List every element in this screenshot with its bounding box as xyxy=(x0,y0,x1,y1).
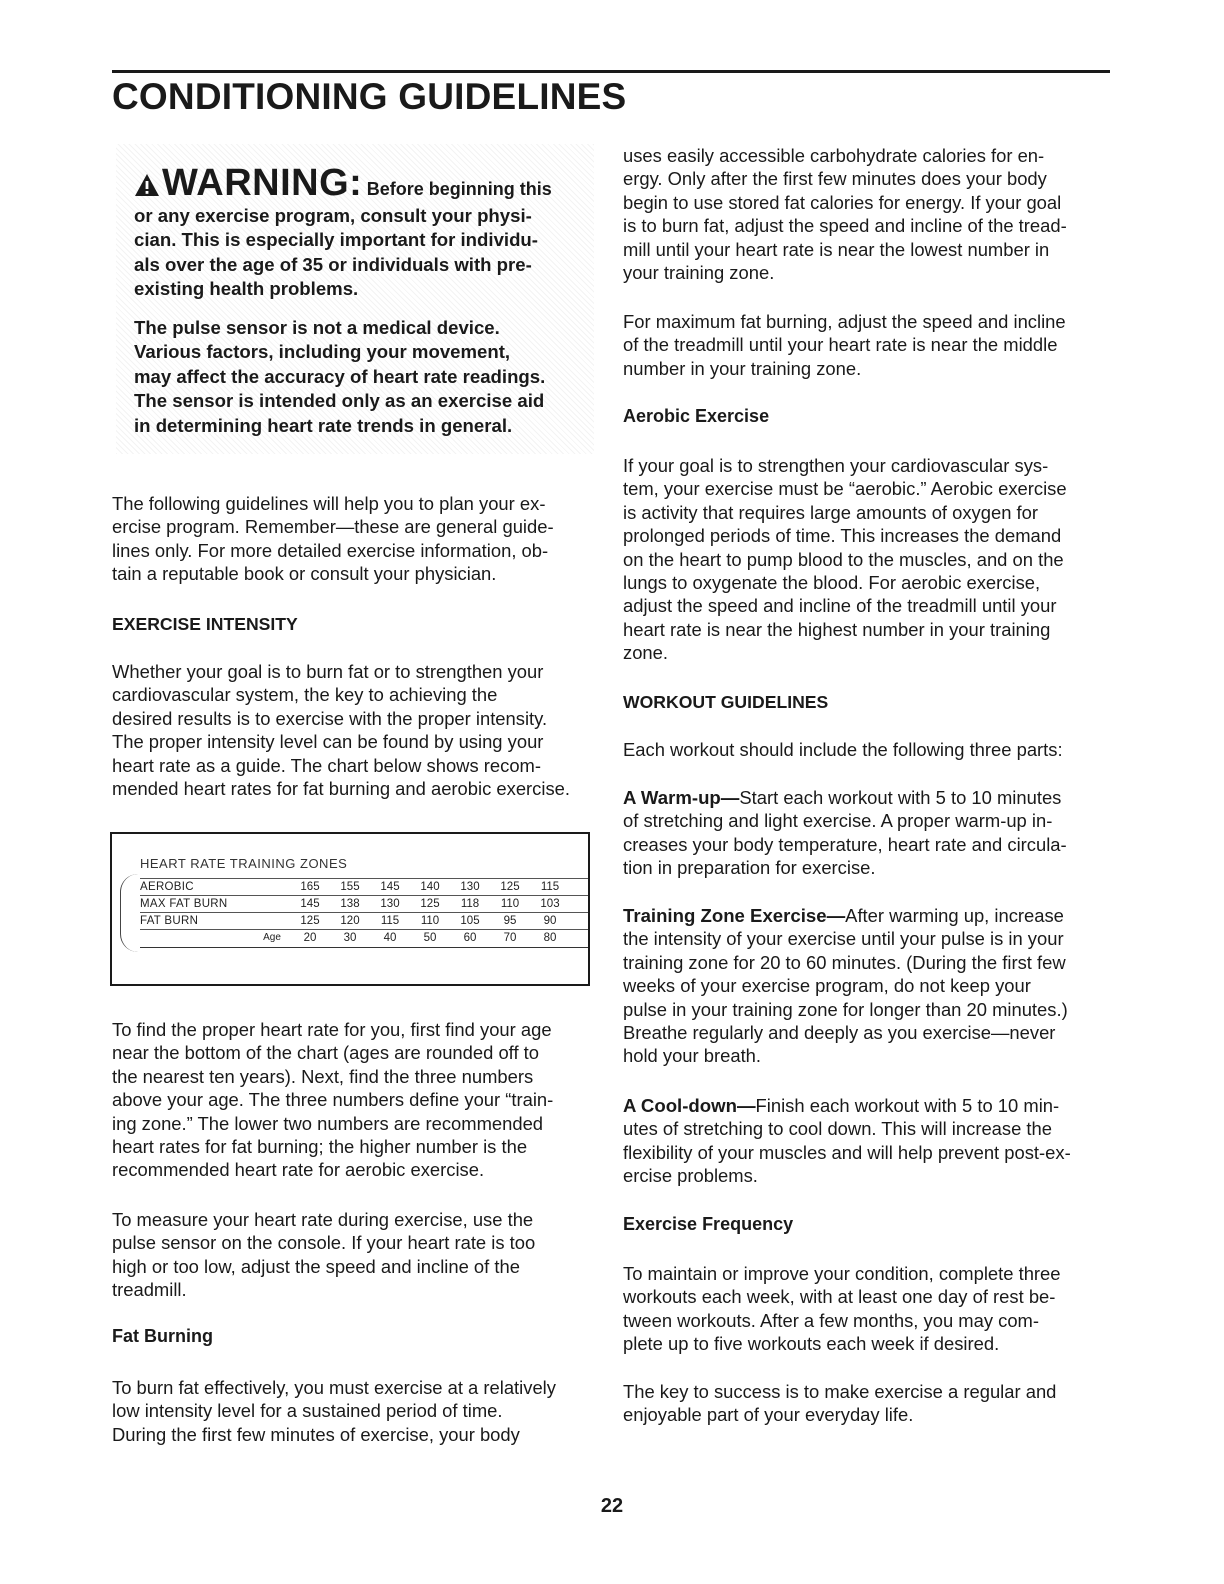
chart-row-label: MAX FAT BURN xyxy=(140,898,228,910)
chart-row-max-fat-burn xyxy=(140,895,588,912)
chart-row-aerobic xyxy=(140,878,588,895)
chart-cell: 95 xyxy=(503,915,517,927)
warning-triangle-icon xyxy=(134,173,160,202)
exercise-intensity-heading: EXERCISE INTENSITY xyxy=(112,614,298,634)
chart-age-tick: 60 xyxy=(463,932,477,944)
warning-line: may affect the accuracy of heart rate readings. xyxy=(134,365,546,387)
warning-line: als over the age of 35 or individuals with pre- xyxy=(134,253,532,275)
chart-age-tick: 50 xyxy=(423,932,437,944)
chart-title: HEART RATE TRAINING ZONES xyxy=(140,856,348,871)
cooldown-paragraph: A Cool-down—Finish each workout with 5 to 10 min- utes of stretching to cool down. This will increase the flexibility of your muscles and will help prevent post-ex- ercise problems. xyxy=(623,1095,1071,1187)
heart-rate-chart xyxy=(110,832,590,986)
chart-cell: 105 xyxy=(460,915,480,927)
chart-cell: 103 xyxy=(540,898,560,910)
key-to-success-paragraph: The key to success is to make exercise a regular and enjoyable part of your everyday life. xyxy=(623,1381,1057,1426)
warning-line: The sensor is intended only as an exercise aid xyxy=(134,390,545,412)
chart-age-tick: 80 xyxy=(543,932,557,944)
chart-age-row xyxy=(140,929,588,946)
workout-intro: Each workout should include the following three parts: xyxy=(623,739,1063,760)
frequency-paragraph: To maintain or improve your condition, complete three workouts each week, with at least one day of rest be- tween workouts. After a few months, you may com- plete up to five workouts each week if desired. xyxy=(623,1263,1061,1355)
chart-cell: 145 xyxy=(380,881,400,893)
measure-rate-paragraph: To measure your heart rate during exercise, use the pulse sensor on the console. If your heart rate is too high or too low, adjust the speed and incline of the treadmill. xyxy=(112,1209,536,1301)
warning-box xyxy=(116,144,594,454)
aerobic-heading: Aerobic Exercise xyxy=(623,406,770,426)
chart-cell: 140 xyxy=(420,881,440,893)
warning-line: in determining heart rate trends in general. xyxy=(134,414,513,436)
warning-heading xyxy=(134,162,552,205)
chart-row-label: AEROBIC xyxy=(140,881,194,893)
warning-line: Various factors, including your movement, xyxy=(134,341,511,363)
page-title: CONDITIONING GUIDELINES xyxy=(112,76,627,117)
chart-row-fat-burn xyxy=(140,912,588,929)
max-fat-paragraph: For maximum fat burning, adjust the speed and incline of the treadmill until your heart rate is near the middle number in your training zone. xyxy=(623,311,1066,379)
warmup-paragraph: A Warm-up—Start each workout with 5 to 10 minutes of stretching and light exercise. A proper warm-up in- creases your body temperature, heart rate and circula- tion in preparation for exercise. xyxy=(623,787,1067,879)
chart-cell: 115 xyxy=(540,881,560,893)
chart-cell: 115 xyxy=(380,915,400,927)
chart-cell: 125 xyxy=(300,915,320,927)
find-rate-paragraph: To find the proper heart rate for you, first find your age near the bottom of the chart (ages are rounded off to the nearest ten years). Next, find the three numbers above your age. The three numbers define your “train- ing zone.” The lower two numbers are recommended heart rates for fat burning; the higher number is the recommended heart rate for aerobic exercise. xyxy=(112,1019,554,1181)
chart-cell: 120 xyxy=(340,915,360,927)
aerobic-paragraph: If your goal is to strengthen your cardiovascular sys- tem, your exercise must be “aerobic.” Aerobic exercise is activity that requires large amounts of oxygen for prolonged periods of time. This increases the demand on the heart to pump blood to the muscles, and on the lungs to oxygenate the blood. For aerobic exercise, adjust the speed and incline of the treadmill until your heart rate is near the highest number in your training zone. xyxy=(623,455,1067,664)
warning-line: or any exercise program, consult your physi- xyxy=(134,205,532,226)
chart-cell: 130 xyxy=(460,881,480,893)
chart-cell: 110 xyxy=(420,915,440,927)
chart-cell: 155 xyxy=(340,881,360,893)
chart-row-label: FAT BURN xyxy=(140,915,199,927)
warning-line: The pulse sensor is not a medical device. xyxy=(134,317,500,338)
chart-cell: 138 xyxy=(340,898,360,910)
warning-paragraph-2 xyxy=(134,316,574,438)
chart-cell: 130 xyxy=(380,898,400,910)
workout-guidelines-heading: WORKOUT GUIDELINES xyxy=(623,692,829,712)
chart-cell: 110 xyxy=(500,898,520,910)
chart-age-line xyxy=(140,947,588,948)
page-number: 22 xyxy=(600,1495,624,1517)
training-zone-paragraph: Training Zone Exercise—After warming up, increase the intensity of your exercise until your pulse is in your training zone for 20 to 60 minutes. (During the first few weeks of your exercise program, do not keep your pulse in your training zone for longer than 20 minutes.) Breathe regularly and deeply as you exercise—never hold your breath. xyxy=(623,905,1068,1067)
intro-paragraph: The following guidelines will help you to plan your ex- ercise program. Remember—these are general guide- lines only. For more detailed exercise information, ob- tain a reputable book or consult your physician. xyxy=(112,493,554,585)
chart-age-tick: 40 xyxy=(383,932,397,944)
fat-burning-continued: uses easily accessible carbohydrate calories for en- ergy. Only after the first few minutes does your body begin to use stored fat calories for energy. If your goal is to burn fat, adjust the speed and incline of the tread- mill until your heart rate is near the lowest number in your training zone. xyxy=(623,145,1067,284)
chart-cell: 125 xyxy=(500,881,520,893)
fat-burning-paragraph: To burn fat effectively, you must exercise at a relatively low intensity level for a sustained period of time. During the first few minutes of exercise, your body xyxy=(112,1377,556,1445)
chart-cell: 118 xyxy=(460,898,480,910)
chart-age-tick: 70 xyxy=(503,932,517,944)
warning-line: existing health problems. xyxy=(134,278,359,300)
chart-cell: 165 xyxy=(300,881,320,893)
intensity-paragraph: Whether your goal is to burn fat or to strengthen your cardiovascular system, the key to achieving the desired results is to exercise with the proper intensity. The proper intensity level can be found by using your heart rate as a guide. The chart below shows recom- mended heart rates for fat burning and aerobic exercise. xyxy=(112,661,570,800)
exercise-frequency-heading: Exercise Frequency xyxy=(623,1214,794,1234)
warning-lead: Before beginning this xyxy=(366,179,552,199)
chart-age-label: Age xyxy=(263,932,281,943)
fat-burning-heading: Fat Burning xyxy=(112,1326,213,1346)
chart-cell: 145 xyxy=(300,898,320,910)
title-rule xyxy=(112,70,1110,73)
warning-line: cian. This is especially important for individu- xyxy=(134,229,538,251)
warning-word: WARNING: xyxy=(162,162,363,204)
chart-cell: 90 xyxy=(543,915,557,927)
chart-cell: 125 xyxy=(420,898,440,910)
chart-age-tick: 30 xyxy=(343,932,357,944)
warning-paragraph-1 xyxy=(134,204,574,302)
chart-age-tick: 20 xyxy=(303,932,317,944)
